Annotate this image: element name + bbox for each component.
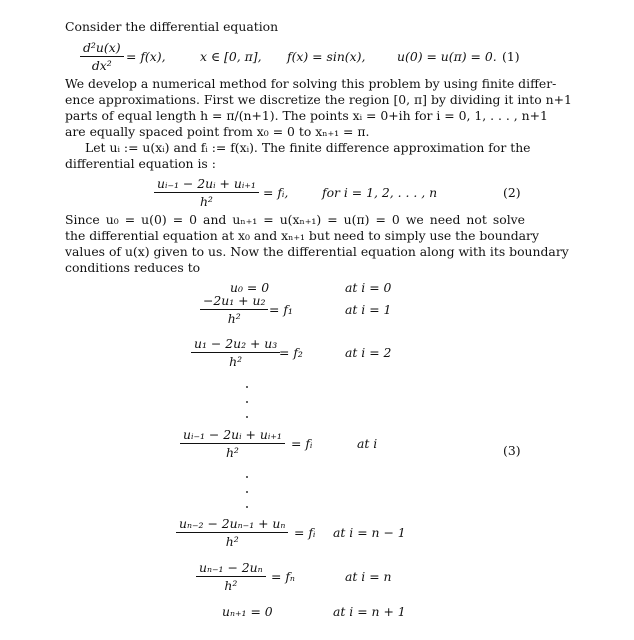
system-row-last-condition: at i = n + 1 <box>333 604 406 619</box>
eq2-number: (2) <box>503 185 521 200</box>
system-row-n-minus-1-rhs: = fᵢ <box>294 525 316 540</box>
eq1-derivative-fraction <box>80 40 124 73</box>
system-row-u0: u₀ = 0 <box>230 280 270 295</box>
eq2-denominator: h² <box>199 194 213 209</box>
vertical-ellipsis-dot <box>246 476 248 478</box>
para1-line: We develop a numerical method for solving this problem by using finite differ- <box>65 76 557 91</box>
eq1-numerator: d²u(x) <box>80 40 124 57</box>
system-row-2-denominator: h² <box>229 354 243 369</box>
system-row-2-fraction <box>191 336 280 369</box>
system-row-last: uₙ₊₁ = 0 <box>222 604 273 619</box>
system-row-n-denominator: h² <box>224 578 238 593</box>
intro-text: Consider the differential equation <box>65 19 279 34</box>
system-row-n-numerator: uₙ₋₁ − 2uₙ <box>196 560 266 577</box>
eq2-numerator: uᵢ₋₁ − 2uᵢ + uᵢ₊₁ <box>154 176 259 193</box>
system-row-u0-condition: at i = 0 <box>345 280 392 295</box>
eq1-boundary: u(0) = u(π) = 0. <box>397 49 497 64</box>
para3-line: the differential equation at x₀ and xₙ₊₁ but need to simply use the boundary <box>65 228 539 243</box>
system-row-n-fraction <box>196 560 266 593</box>
eq1-rhs: = f(x), <box>126 49 166 64</box>
system-row-n-minus-1-denominator: h² <box>225 534 239 549</box>
system-row-1-condition: at i = 1 <box>345 302 392 317</box>
eq1-forcing: f(x) = sin(x), <box>287 49 366 64</box>
eq1-domain: x ∈ [0, π], <box>200 49 262 64</box>
para1-line: are equally spaced point from x₀ = 0 to xₙ₊₁ = π. <box>65 124 370 139</box>
system-row-n-condition: at i = n <box>345 569 392 584</box>
system-row-2-rhs: = f₂ <box>279 345 303 360</box>
system-row-n-rhs: = fₙ <box>271 569 295 584</box>
system-row-1-rhs: = f₁ <box>269 302 293 317</box>
eq2-rhs: = fᵢ, <box>263 185 289 200</box>
system-row-i-denominator: h² <box>225 445 239 460</box>
system-row-1-numerator: −2u₁ + u₂ <box>200 293 268 310</box>
para3-line: Since u₀ = u(0) = 0 and uₙ₊₁ = u(xₙ₊₁) = u(π) = 0 we need not solve <box>65 212 525 227</box>
system-row-n-minus-1-numerator: uₙ₋₂ − 2uₙ₋₁ + uₙ <box>176 516 288 533</box>
system-row-1-denominator: h² <box>227 311 241 326</box>
eq2-condition: for i = 1, 2, . . . , n <box>322 185 438 200</box>
para2-line: differential equation is : <box>65 156 216 171</box>
system-row-2-numerator: u₁ − 2u₂ + u₃ <box>191 336 280 353</box>
system-row-n-minus-1-condition: at i = n − 1 <box>333 525 406 540</box>
system-row-i-condition: at i <box>357 436 378 451</box>
vertical-ellipsis-dot <box>246 386 248 388</box>
eq1-number: (1) <box>502 49 520 64</box>
vertical-ellipsis-dot <box>246 491 248 493</box>
eq1-denominator: dx² <box>91 58 112 73</box>
para3-line: conditions reduces to <box>65 260 201 275</box>
system-row-n-minus-1-fraction <box>176 516 288 549</box>
system-row-i-numerator: uᵢ₋₁ − 2uᵢ + uᵢ₊₁ <box>180 427 285 444</box>
system-row-1-fraction <box>200 293 268 326</box>
system-equation-number: (3) <box>503 443 521 458</box>
vertical-ellipsis-dot <box>246 416 248 418</box>
system-row-i-rhs: = fᵢ <box>291 436 313 451</box>
eq2-fraction <box>154 176 259 209</box>
vertical-ellipsis-dot <box>246 506 248 508</box>
para1-line: parts of equal length h = π/(n+1). The points xᵢ = 0+ih for i = 0, 1, . . . , n+1 <box>65 108 548 123</box>
vertical-ellipsis-dot <box>246 401 248 403</box>
para2-line: Let uᵢ := u(xᵢ) and fᵢ := f(xᵢ). The finite difference approximation for the <box>85 140 531 155</box>
system-row-i-fraction <box>180 427 285 460</box>
para1-line: ence approximations. First we discretize the region [0, π] by dividing it into n+1 <box>65 92 572 107</box>
para3-line: values of u(x) given to us. Now the differential equation along with its boundary <box>65 244 569 259</box>
system-row-2-condition: at i = 2 <box>345 345 392 360</box>
